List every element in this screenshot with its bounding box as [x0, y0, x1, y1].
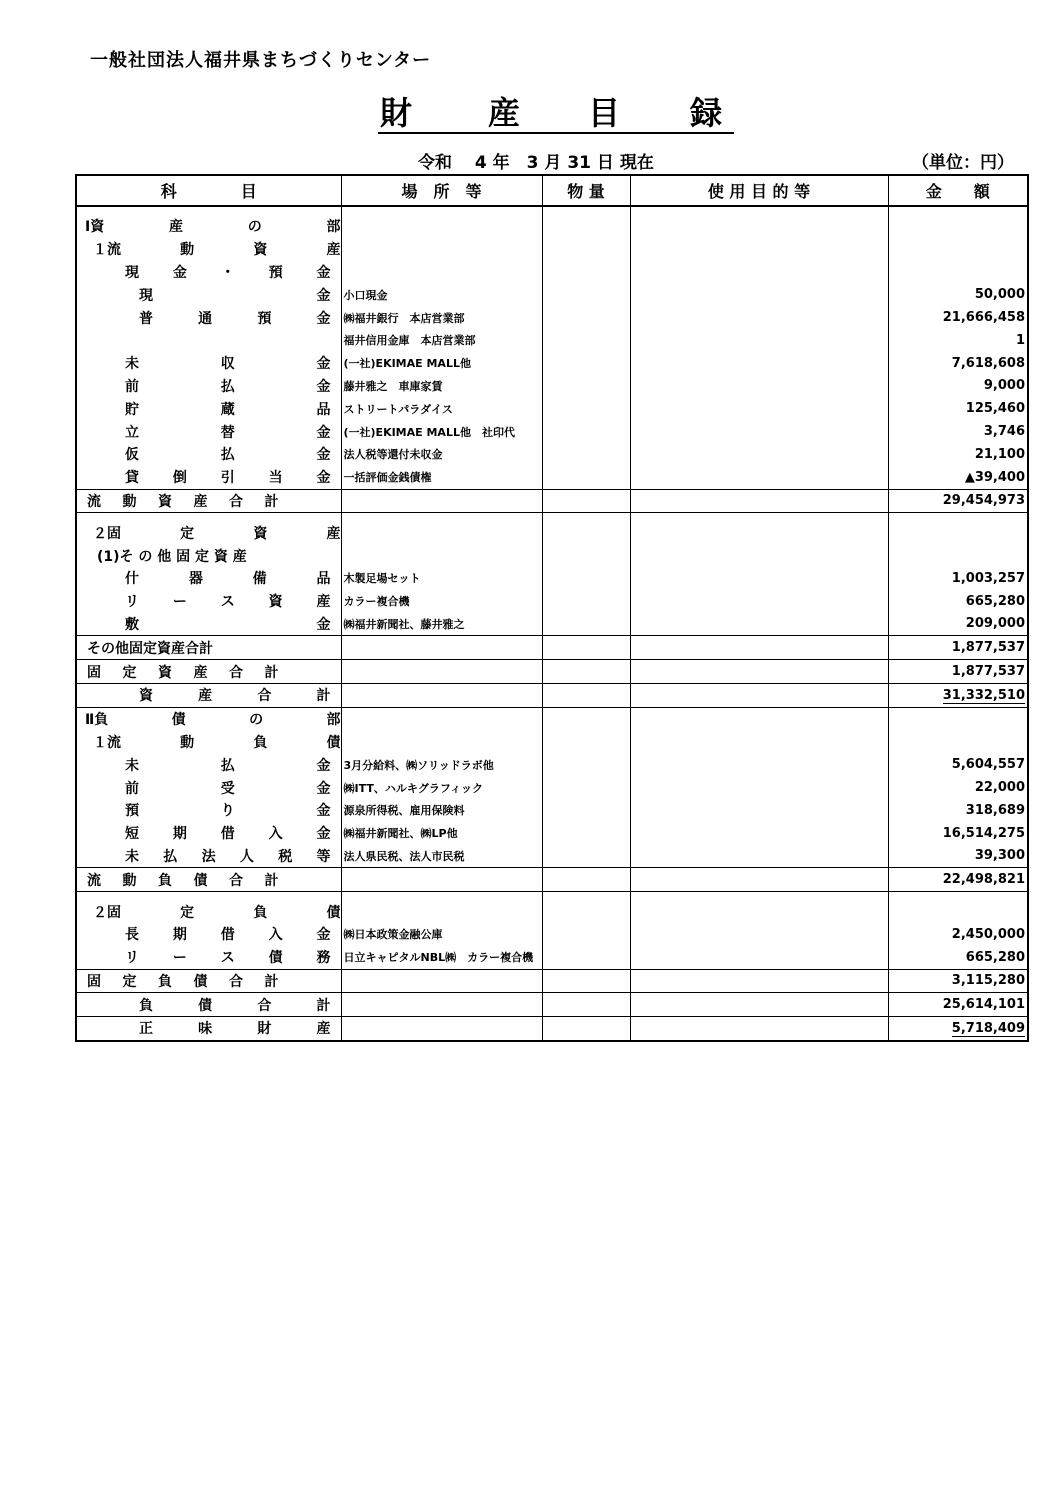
- location-cell: [341, 489, 542, 513]
- purpose-cell: [630, 923, 888, 946]
- amount-value: 9,000: [983, 378, 1025, 394]
- amount-value: 31,332,510: [942, 687, 1025, 703]
- amount-cell: [888, 799, 1028, 822]
- table-body: [76, 206, 1028, 1041]
- purpose-cell: [630, 521, 888, 544]
- location-cell: [341, 660, 542, 684]
- amount-cell: [888, 306, 1028, 329]
- purpose-cell: [630, 799, 888, 822]
- table-row: [76, 443, 1028, 466]
- quantity-cell: [542, 329, 630, 352]
- account-cell: [76, 868, 341, 892]
- purpose-cell: [630, 420, 888, 443]
- purpose-cell: [630, 352, 888, 375]
- location-cell: [341, 707, 542, 730]
- amount-cell: [888, 613, 1028, 636]
- location-cell: [341, 521, 542, 544]
- purpose-cell: [630, 329, 888, 352]
- quantity-cell: [542, 466, 630, 489]
- account-cell: [76, 993, 341, 1017]
- amount-value: ▲39,400: [964, 469, 1025, 485]
- table-row: [76, 489, 1028, 513]
- amount-value: 318,689: [965, 802, 1025, 818]
- account-cell: [76, 489, 341, 513]
- amount-cell: [888, 329, 1028, 352]
- table-row: [76, 567, 1028, 590]
- location-cell: [341, 215, 542, 238]
- account-label: 貸 倒 引 当 金: [125, 470, 331, 487]
- amount-cell: [888, 420, 1028, 443]
- amount-value: 1: [1015, 332, 1025, 348]
- purpose-cell: [630, 567, 888, 590]
- purpose-cell: [630, 397, 888, 420]
- quantity-cell: [542, 397, 630, 420]
- amount-value: 5,604,557: [951, 757, 1025, 773]
- account-cell: [76, 397, 341, 420]
- location-cell: ㈱日本政策金融公庫: [341, 923, 542, 946]
- amount-cell: [888, 845, 1028, 868]
- location-cell: [341, 1017, 542, 1041]
- account-label: 敷 金: [125, 616, 331, 633]
- account-label: 立 替 金: [125, 424, 331, 441]
- account-cell: [76, 776, 341, 799]
- purpose-cell: [630, 238, 888, 261]
- account-cell: [76, 731, 341, 754]
- location-cell: [341, 261, 542, 284]
- document-title: [378, 88, 734, 134]
- account-label: １流 動 資 産: [93, 242, 341, 259]
- purpose-cell: [630, 731, 888, 754]
- amount-value: 1,003,257: [951, 570, 1025, 586]
- account-cell: [76, 261, 341, 284]
- table-row: [76, 215, 1028, 238]
- table-row: [76, 923, 1028, 946]
- location-cell: 源泉所得税、雇用保険料: [341, 799, 542, 822]
- account-cell: [76, 420, 341, 443]
- table-row: [76, 544, 1028, 567]
- account-cell: [76, 443, 341, 466]
- amount-value: 25,614,101: [942, 997, 1025, 1013]
- account-label: (1)そ の 他 固 定 資 産: [97, 548, 247, 565]
- account-label: 現 金: [139, 287, 331, 304]
- quantity-cell: [542, 261, 630, 284]
- account-cell: [76, 238, 341, 261]
- column-header-location: 場 所 等: [341, 175, 542, 206]
- purpose-cell: [630, 683, 888, 707]
- location-cell: ㈱福井新聞社、㈱LP他: [341, 822, 542, 845]
- purpose-cell: [630, 707, 888, 730]
- amount-cell: [888, 946, 1028, 969]
- location-cell: ㈱福井新聞社、藤井雅之: [341, 613, 542, 636]
- title-char: 財: [380, 94, 413, 132]
- quantity-cell: [542, 636, 630, 660]
- account-cell: [76, 352, 341, 375]
- account-label: 前 払 金: [125, 378, 331, 395]
- amount-cell: [888, 683, 1028, 707]
- location-cell: [341, 683, 542, 707]
- unit-label: （単位：円）: [912, 153, 1014, 173]
- quantity-cell: [542, 753, 630, 776]
- account-label: 未 払 金: [125, 757, 331, 774]
- quantity-cell: [542, 238, 630, 261]
- quantity-cell: [542, 946, 630, 969]
- account-label: Ⅱ負 債 の 部: [85, 712, 341, 729]
- quantity-cell: [542, 799, 630, 822]
- amount-value: 7,618,608: [951, 355, 1025, 371]
- quantity-cell: [542, 993, 630, 1017]
- amount-value: 125,460: [965, 401, 1025, 417]
- table-row: [76, 375, 1028, 398]
- account-cell: [76, 753, 341, 776]
- purpose-cell: [630, 306, 888, 329]
- quantity-cell: [542, 868, 630, 892]
- quantity-cell: [542, 776, 630, 799]
- column-header-account: 科 目: [76, 175, 341, 206]
- quantity-cell: [542, 590, 630, 613]
- table-row: [76, 900, 1028, 923]
- amount-cell: [888, 900, 1028, 923]
- amount-cell: [888, 375, 1028, 398]
- location-cell: [341, 731, 542, 754]
- purpose-cell: [630, 776, 888, 799]
- amount-value: 22,000: [974, 780, 1025, 796]
- location-cell: 一括評価金銭債権: [341, 466, 542, 489]
- account-label: 現 金 ・ 預 金: [125, 264, 331, 281]
- account-cell: [76, 215, 341, 238]
- amount-value: 2,450,000: [951, 926, 1025, 942]
- table-row: [76, 993, 1028, 1017]
- amount-value: 39,300: [974, 848, 1025, 864]
- table-row: [76, 1017, 1028, 1041]
- amount-value: 3,115,280: [951, 973, 1025, 989]
- account-label: 短 期 借 入 金: [125, 826, 331, 843]
- amount-cell: [888, 776, 1028, 799]
- account-label: 正 味 財 産: [139, 1021, 331, 1038]
- account-cell: [76, 544, 341, 567]
- table-row: [76, 261, 1028, 284]
- amount-cell: [888, 261, 1028, 284]
- quantity-cell: [542, 683, 630, 707]
- purpose-cell: [630, 375, 888, 398]
- table-row: [76, 420, 1028, 443]
- account-cell: [76, 590, 341, 613]
- amount-cell: [888, 283, 1028, 306]
- quantity-cell: [542, 845, 630, 868]
- amount-cell: [888, 238, 1028, 261]
- account-label: ２固 定 資 産: [93, 525, 341, 542]
- quantity-cell: [542, 707, 630, 730]
- table-row: [76, 590, 1028, 613]
- purpose-cell: [630, 753, 888, 776]
- table-row: [76, 521, 1028, 544]
- account-label: 前 受 金: [125, 780, 331, 797]
- account-label: 負 債 合 計: [139, 997, 331, 1014]
- quantity-cell: [542, 544, 630, 567]
- account-cell: [76, 799, 341, 822]
- account-label: その他固定資産合計: [87, 640, 213, 657]
- table-header-row: [76, 175, 1028, 206]
- location-cell: (一社)EKIMAE MALL他 社印代: [341, 420, 542, 443]
- quantity-cell: [542, 969, 630, 993]
- title-char: 産: [488, 94, 521, 132]
- account-label: リ ー ス 資 産: [125, 594, 331, 611]
- quantity-cell: [542, 283, 630, 306]
- account-label: ２固 定 負 債: [93, 904, 341, 921]
- location-cell: 藤井雅之 車庫家賃: [341, 375, 542, 398]
- purpose-cell: [630, 261, 888, 284]
- quantity-cell: [542, 375, 630, 398]
- account-cell: [76, 636, 341, 660]
- quantity-cell: [542, 900, 630, 923]
- purpose-cell: [630, 822, 888, 845]
- amount-cell: [888, 521, 1028, 544]
- purpose-cell: [630, 1017, 888, 1041]
- location-cell: 小口現金: [341, 283, 542, 306]
- table-row: [76, 206, 1028, 215]
- purpose-cell: [630, 590, 888, 613]
- amount-value: 665,280: [965, 949, 1025, 965]
- account-cell: [76, 923, 341, 946]
- account-cell: [76, 683, 341, 707]
- amount-cell: [888, 707, 1028, 730]
- quantity-cell: [542, 660, 630, 684]
- table-row: [76, 845, 1028, 868]
- quantity-cell: [542, 215, 630, 238]
- table-row: [76, 776, 1028, 799]
- account-label: １流 動 負 債: [93, 734, 341, 751]
- location-cell: 福井信用金庫 本店営業部: [341, 329, 542, 352]
- account-cell: [76, 375, 341, 398]
- column-header-quantity: 物 量: [542, 175, 630, 206]
- location-cell: ㈱福井銀行 本店営業部: [341, 306, 542, 329]
- asset-inventory-table: [75, 174, 1029, 1042]
- account-label: 什 器 備 品: [125, 571, 331, 588]
- amount-value: 3,746: [983, 424, 1025, 440]
- purpose-cell: [630, 969, 888, 993]
- column-header-purpose: 使 用 目 的 等: [630, 175, 888, 206]
- location-cell: [341, 969, 542, 993]
- table-row: [76, 753, 1028, 776]
- amount-cell: [888, 466, 1028, 489]
- amount-value: 5,718,409: [951, 1020, 1025, 1036]
- account-cell: [76, 845, 341, 868]
- location-cell: [341, 993, 542, 1017]
- account-label: 普 通 預 金: [139, 310, 331, 327]
- quantity-cell: [542, 822, 630, 845]
- quantity-cell: [542, 443, 630, 466]
- amount-value: 22,498,821: [942, 872, 1025, 888]
- purpose-cell: [630, 946, 888, 969]
- account-label: 未 払 法 人 税 等: [125, 848, 331, 865]
- purpose-cell: [630, 868, 888, 892]
- account-cell: [76, 466, 341, 489]
- table-row: [76, 613, 1028, 636]
- amount-cell: [888, 590, 1028, 613]
- location-cell: 法人県民税、法人市民税: [341, 845, 542, 868]
- amount-value: 209,000: [965, 616, 1025, 632]
- table-row: [76, 283, 1028, 306]
- location-cell: ㈱ITT、ハルキグラフィック: [341, 776, 542, 799]
- purpose-cell: [630, 283, 888, 306]
- purpose-cell: [630, 636, 888, 660]
- location-cell: ストリートパラダイス: [341, 397, 542, 420]
- amount-value: 665,280: [965, 593, 1025, 609]
- amount-cell: [888, 567, 1028, 590]
- title-char: 録: [690, 94, 723, 132]
- quantity-cell: [542, 352, 630, 375]
- amount-value: 1,877,537: [951, 640, 1025, 656]
- table-row: [76, 306, 1028, 329]
- account-label: Ⅰ資 産 の 部: [85, 219, 341, 236]
- amount-value: 16,514,275: [942, 825, 1025, 841]
- account-label: 仮 払 金: [125, 447, 331, 464]
- quantity-cell: [542, 923, 630, 946]
- table-row: [76, 329, 1028, 352]
- account-cell: [76, 521, 341, 544]
- purpose-cell: [630, 544, 888, 567]
- account-label: 流 動 負 債 合 計: [87, 872, 279, 889]
- location-cell: 3月分給料、㈱ソリッドラボ他: [341, 753, 542, 776]
- amount-value: 29,454,973: [942, 493, 1025, 509]
- amount-cell: [888, 731, 1028, 754]
- table-row: [76, 466, 1028, 489]
- account-label: 固 定 負 債 合 計: [87, 973, 279, 990]
- amount-value: 1,877,537: [951, 664, 1025, 680]
- amount-cell: [888, 660, 1028, 684]
- table-row: [76, 707, 1028, 730]
- amount-cell: [888, 215, 1028, 238]
- amount-value: 21,666,458: [942, 310, 1025, 326]
- quantity-cell: [542, 613, 630, 636]
- amount-value: 21,100: [974, 446, 1025, 462]
- quantity-cell: [542, 1017, 630, 1041]
- location-cell: 法人税等還付未収金: [341, 443, 542, 466]
- account-label: 資 産 合 計: [139, 688, 331, 705]
- amount-cell: [888, 753, 1028, 776]
- account-label: 未 収 金: [125, 356, 331, 373]
- table-row: [76, 238, 1028, 261]
- account-cell: [76, 822, 341, 845]
- account-label: リ ー ス 債 務: [125, 950, 331, 967]
- account-cell: [76, 660, 341, 684]
- purpose-cell: [630, 489, 888, 513]
- amount-cell: [888, 923, 1028, 946]
- account-label: 預 り 金: [125, 803, 331, 820]
- quantity-cell: [542, 521, 630, 544]
- column-header-amount: 金 額: [888, 175, 1028, 206]
- location-cell: [341, 544, 542, 567]
- amount-cell: [888, 822, 1028, 845]
- account-label: 貯 蔵 品: [125, 401, 331, 418]
- purpose-cell: [630, 993, 888, 1017]
- amount-cell: [888, 1017, 1028, 1041]
- amount-cell: [888, 969, 1028, 993]
- title-char: 目: [588, 94, 621, 132]
- location-cell: [341, 900, 542, 923]
- table-row: [76, 683, 1028, 707]
- amount-cell: [888, 636, 1028, 660]
- account-label: 長 期 借 入 金: [125, 927, 331, 944]
- account-cell: [76, 567, 341, 590]
- amount-cell: [888, 868, 1028, 892]
- location-cell: 木製足場セット: [341, 567, 542, 590]
- table-row: [76, 969, 1028, 993]
- quantity-cell: [542, 731, 630, 754]
- amount-cell: [888, 544, 1028, 567]
- account-cell: [76, 969, 341, 993]
- purpose-cell: [630, 215, 888, 238]
- account-cell: [76, 329, 341, 352]
- table-row: [76, 636, 1028, 660]
- location-cell: カラー複合機: [341, 590, 542, 613]
- organization-name: 一般社団法人福井県まちづくりセンター: [90, 50, 432, 71]
- account-cell: [76, 306, 341, 329]
- purpose-cell: [630, 900, 888, 923]
- account-cell: [76, 1017, 341, 1041]
- location-cell: 日立キャピタルNBL㈱ カラー複合機: [341, 946, 542, 969]
- location-cell: [341, 636, 542, 660]
- table-row: [76, 946, 1028, 969]
- table-row: [76, 352, 1028, 375]
- account-label: 固 定 資 産 合 計: [87, 664, 279, 681]
- purpose-cell: [630, 660, 888, 684]
- location-cell: [341, 238, 542, 261]
- amount-cell: [888, 352, 1028, 375]
- purpose-cell: [630, 443, 888, 466]
- table-row: [76, 731, 1028, 754]
- amount-cell: [888, 397, 1028, 420]
- location-cell: (一社)EKIMAE MALL他: [341, 352, 542, 375]
- account-cell: [76, 900, 341, 923]
- purpose-cell: [630, 613, 888, 636]
- quantity-cell: [542, 489, 630, 513]
- table-row: [76, 660, 1028, 684]
- purpose-cell: [630, 845, 888, 868]
- account-cell: [76, 707, 341, 730]
- account-cell: [76, 613, 341, 636]
- table-row: [76, 822, 1028, 845]
- location-cell: [341, 868, 542, 892]
- quantity-cell: [542, 306, 630, 329]
- quantity-cell: [542, 567, 630, 590]
- amount-value: 50,000: [974, 287, 1025, 303]
- account-label: 流 動 資 産 合 計: [87, 493, 279, 510]
- table-row: [76, 868, 1028, 892]
- quantity-cell: [542, 420, 630, 443]
- amount-cell: [888, 489, 1028, 513]
- account-cell: [76, 283, 341, 306]
- table-row: [76, 799, 1028, 822]
- amount-cell: [888, 993, 1028, 1017]
- as-of-date: 令和 4 年 3 月 31 日 現在: [418, 153, 654, 173]
- account-cell: [76, 946, 341, 969]
- table-row: [76, 892, 1028, 901]
- table-row: [76, 513, 1028, 522]
- purpose-cell: [630, 466, 888, 489]
- table-row: [76, 397, 1028, 420]
- amount-cell: [888, 443, 1028, 466]
